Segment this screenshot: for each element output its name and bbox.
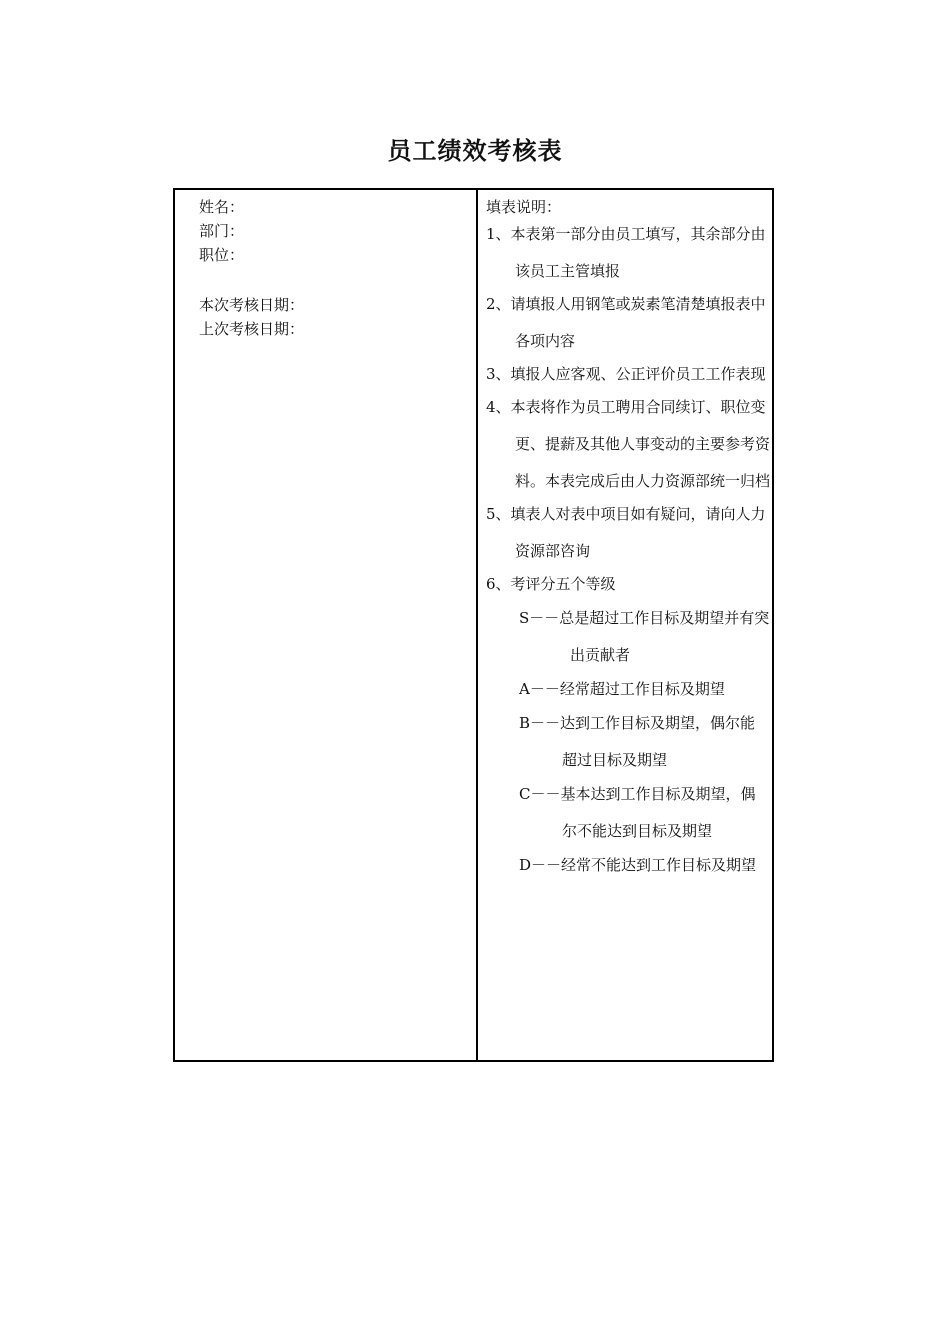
- position-label: 职位：: [199, 246, 245, 264]
- grade-item-b: B－－达到工作目标及期望，偶尔能超过目标及期望: [519, 714, 756, 769]
- instruction-item: 6、考评分五个等级: [486, 575, 616, 593]
- instruction-item: 4、本表将作为员工聘用合同续订、职位变更、提薪及其他人事变动的主要参考资料。本表完成后由人力资源部统一归档: [486, 398, 771, 490]
- grade-item-a: A－－经常超过工作目标及期望: [519, 680, 725, 698]
- instruction-item: 5、填表人对表中项目如有疑问，请向人力资源部咨询: [486, 505, 766, 560]
- page-title: 员工绩效考核表: [387, 136, 563, 165]
- instruction-item: 3、填报人应客观、公正评价员工工作表现: [486, 365, 766, 383]
- grade-item-c: C－－基本达到工作目标及期望，偶尔不能达到目标及期望: [519, 785, 756, 840]
- grade-item-d: D－－经常不能达到工作目标及期望: [519, 856, 757, 874]
- instructions-heading: 填表说明：: [486, 198, 562, 216]
- current-review-date-label: 本次考核日期：: [199, 296, 305, 314]
- instructions-cell: [486, 195, 770, 884]
- spacer: [199, 267, 304, 293]
- column-divider: [476, 190, 478, 1060]
- grade-list: [486, 600, 770, 884]
- evaluation-form-table: [173, 188, 774, 1062]
- grade-item-s: S－－总是超过工作目标及期望并有突出贡献者: [519, 609, 770, 664]
- last-review-date-label: 上次考核日期：: [199, 320, 305, 338]
- employee-info-cell: [199, 195, 304, 341]
- instruction-item: 1、本表第一部分由员工填写，其余部分由该员工主管填报: [486, 225, 766, 280]
- department-label: 部门：: [199, 222, 245, 240]
- name-label: 姓名：: [199, 198, 245, 216]
- instruction-item: 2、请填报人用钢笔或炭素笔清楚填报表中各项内容: [486, 295, 766, 350]
